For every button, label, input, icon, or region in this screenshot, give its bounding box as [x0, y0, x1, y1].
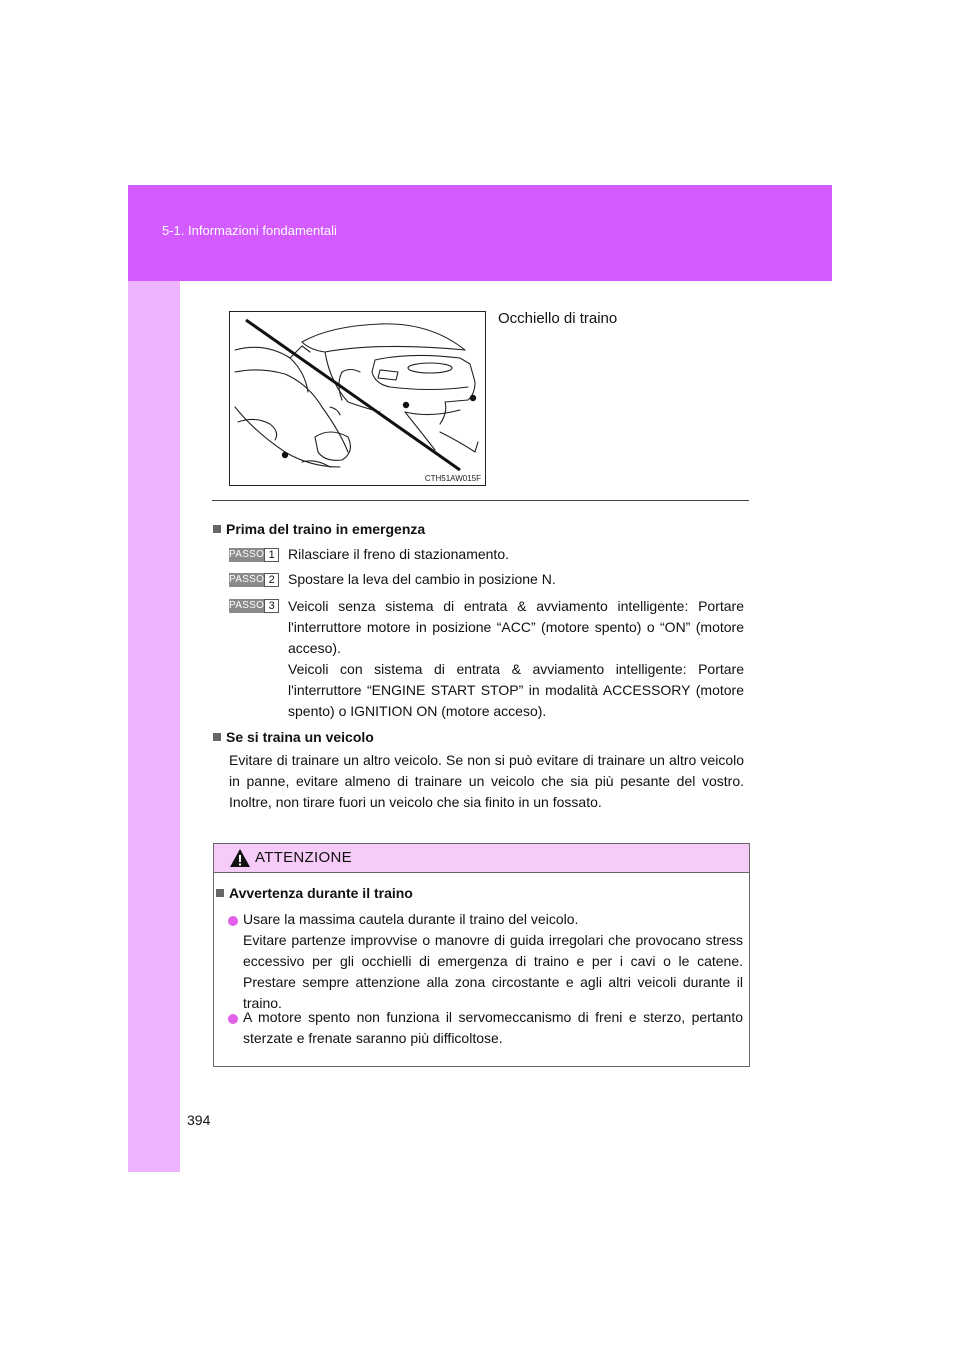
step-1-text: Rilasciare il freno di stazionamento. [288, 546, 509, 562]
step-3-text: Veicoli senza sistema di entrata & avviamento intelligente: Portare l'interruttore motore in posizione “ACC” (motore spento) o “ON” (motore acceso). [288, 598, 744, 656]
section-title: 5-1. Informazioni fondamentali [162, 223, 337, 238]
warning-subtitle: Avvertenza durante il traino [229, 885, 413, 901]
warning-bullet-1-line1: Usare la massima cautela durante il traino del veicolo. [243, 911, 579, 927]
square-bullet-icon [213, 733, 221, 741]
towing-text: Evitare di trainare un altro veicolo. Se non si può evitare di trainare un altro veicolo in panne, evitare almeno di trainare un veicolo che sia più pesante del vostro. Inoltre, non tirare fuori un veicolo che sia finito in un fossato. [229, 752, 744, 810]
emergency-title: Prima del traino in emergenza [226, 521, 426, 537]
step-2-text: Spostare la leva del cambio in posizione N. [288, 571, 556, 587]
warning-header [214, 844, 749, 873]
step-badge-3: PASSO 3 [229, 599, 279, 613]
warning-bullet-2-text: A motore spento non funziona il servomeccanismo di freni e sterzo, pertanto sterzate e frenate saranno più difficoltose. [243, 1009, 743, 1046]
step-badge-2: PASSO 2 [229, 573, 279, 587]
car-drawing [230, 312, 485, 485]
warning-bullet-1-line2: Evitare partenze improvvise o manovre di guida irregolari che provocano stress eccessivo per gli occhielli di emergenza di traino e per i cavi o le catene. Prestare sempre attenzione alla zona circostante e agli altri veicoli durante il traino. [243, 932, 743, 1011]
warning-title: ATTENZIONE [255, 849, 352, 866]
square-bullet-icon [213, 525, 221, 533]
page-sidebar [128, 185, 180, 1172]
section-divider [212, 500, 749, 501]
step-3-extra-text: Veicoli con sistema di entrata & avviamento intelligente: Portare l'interruttore “ENGINE START STOP” in modalità ACCESSORY (motore spento) o IGNITION ON (motore acceso). [288, 661, 744, 719]
bullet-dot-icon [228, 1014, 238, 1024]
warning-subheading [216, 885, 413, 901]
towing-title: Se si traina un veicolo [226, 729, 374, 745]
figure-code: CTH51AW015F [424, 474, 481, 483]
page-number: 394 [187, 1112, 211, 1128]
bullet-dot-icon [228, 916, 238, 926]
towing-illustration [229, 311, 486, 486]
emergency-heading [213, 521, 425, 537]
square-bullet-icon [216, 889, 224, 897]
step-badge-1: PASSO 1 [229, 548, 279, 562]
towing-heading [213, 729, 374, 745]
warning-triangle-icon [229, 848, 251, 868]
figure-callout: Occhiello di traino [498, 310, 618, 327]
page-header [128, 185, 832, 281]
warning-box [213, 843, 750, 1067]
